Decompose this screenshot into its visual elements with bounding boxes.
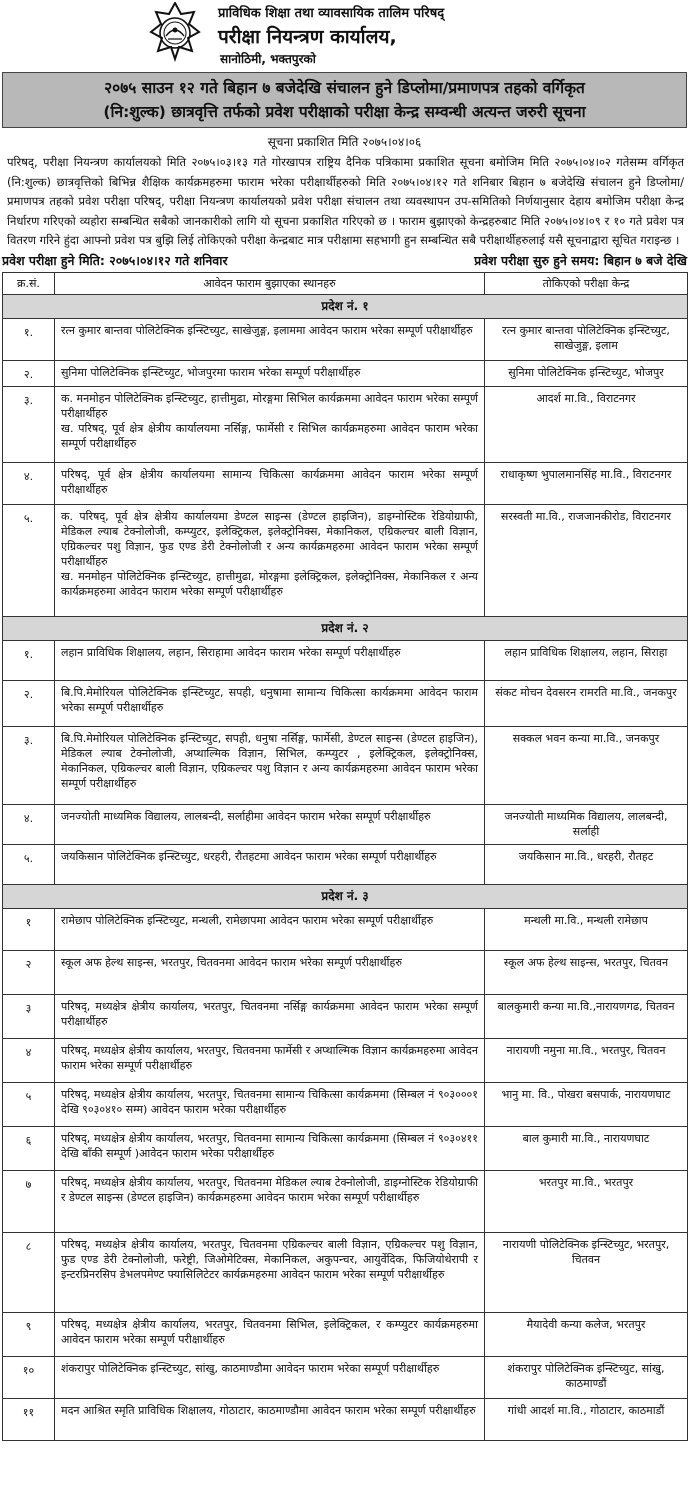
row-submission-place: जयकिसान पोलिटेक्निक इन्स्टिच्युट, धरहरी, रौतहटमा आवेदन फाराम भरेका सम्पूर्ण परीक्षार्थीहरु [55,845,485,885]
table-row [3,1127,688,1171]
row-submission-place: जनज्योती माध्यमिक विद्यालय, लालबन्दी, सर्लाहीमा आवेदन फाराम भरेका सम्पूर्ण परीक्षार्थीहरु [55,805,485,845]
table-row [3,951,688,995]
row-sn: ९ [3,1313,55,1357]
row-submission-place: शंकरापुर पोलिटेक्निक इन्स्टिच्युट, सांखु, काठमाण्डौमा आवेदन फाराम भरेका सम्पूर्ण परीक्षार्थीहरु [55,1357,485,1399]
exam-center-table [2,272,688,1441]
row-exam-center: नारायणी पोलिटेक्निक इन्स्टिच्युट, भरतपुर, चितवन [485,1233,688,1313]
row-submission-place: परिषद्, मध्यक्षेत्र क्षेत्रीय कार्यालय, भरतपुर, चितवनमा सिभिल, इलेक्ट्रिकल, र कम्प्युटर कार्यक्रमहरुमा आवेदन फाराम भरेका सम्पूर्ण परीक्षार्थीहरु [55,1313,485,1357]
row-exam-center: सुनिमा पोलिटेक्निक इन्स्टिच्युट, भोजपुर [485,361,688,387]
table-row [3,681,688,727]
row-sn: ७ [3,1171,55,1233]
row-submission-place: बि.पि.मेमोरियल पोलिटेक्निक इन्स्टिच्युट, सपही, धनुषा नर्सिङ्ग, फार्मेसी, डेण्टल साइन्स (डेण्टल हाइजिन), मेडिकल ल्याब टेक्नोलोजी, अप्थाल्मिक विज्ञान, सिभिल, कम्प्युटर , इलेक्ट्रिकल, इलेक्ट्रोनिक्स, मेकानिकल, एग्रिकल्चर बाली विज्ञान, एग्रिकल्चर पशु विज्ञान र अन्य कार्यक्रमहरुमा आवेदन फाराम भरेका सम्पूर्ण परीक्षार्थीहरु [55,727,485,805]
row-sn: १ [3,909,55,951]
table-row [3,909,688,951]
exam-info-line [2,252,687,270]
row-desc-part-a: क. मनमोहन पोलिटेक्निक इन्स्टिच्युट, हात्तीमुढा, मोरङ्गमा सिभिल कार्यक्रममा आवेदन फाराम भरेका सम्पूर्ण परीक्षार्थीहरु [61,392,478,420]
header [0,0,689,72]
row-exam-center: मैयादेवी कन्या कलेज, भरतपुर [485,1313,688,1357]
row-exam-center: नारायणी नमुना मा.वि., भरतपुर, चितवन [485,1039,688,1083]
table-row [3,319,688,361]
row-submission-place: परिषद्, मध्यक्षेत्र क्षेत्रीय कार्यालय, भरतपुर, चितवनमा सामान्य चिकित्सा कार्यक्रममा (सिम्बल नं ९०३०००१ देखि ९०३०४१० सम्म) आवेदन फाराम भरेका परीक्षार्थीहरु [55,1083,485,1127]
table-row [3,1233,688,1313]
row-desc-part-b: ख. मनमोहन पोलिटेक्निक इन्स्टिच्युट, हात्तीमुढा, मोरङ्गमा इलेक्ट्रिकल, इलेक्ट्रोनिक्स, मेकानिकल र अन्य कार्यक्रमहरुमा आवेदन फाराम भरेका सम्पूर्ण परीक्षार्थीहरु [61,570,478,598]
row-exam-center: स्कूल अफ हेल्थ साइन्स, भरतपुर, चितवन [485,951,688,995]
row-exam-center: बालकुमारी कन्या मा.वि.,नारायणगढ, चितवन [485,995,688,1039]
row-exam-center: आदर्श मा.वि., विराटनगर [485,387,688,463]
row-sn: ३. [3,387,55,463]
row-exam-center: भानु मा. वि., पोखरा बसपार्क, नारायणघाट [485,1083,688,1127]
row-sn: ५. [3,505,55,617]
published-date: सूचना प्रकाशित मिति २०७५।०४।०६ [267,135,422,149]
exam-date: प्रवेश परीक्षा हुने मिति: २०७५।०४।१२ गते शनिवार [2,253,228,268]
row-sn: ४ [3,1039,55,1083]
row-exam-center: जयकिसान मा.वि., धरहरी, रौतहट [485,845,688,885]
row-exam-center: संकट मोचन देवसरन रामरति मा.वि., जनकपुर [485,681,688,727]
nepal-government-emblem-icon [148,2,202,68]
row-sn: ८ [3,1233,55,1313]
table-row [3,387,688,463]
table-row [3,641,688,681]
province-header [3,617,688,641]
table-row [3,505,688,617]
province-header [3,885,688,909]
row-submission-place: परिषद्, मध्यक्षेत्र क्षेत्रीय कार्यालय, भरतपुर, चितवनमा सामान्य चिकित्सा कार्यक्रममा (सिम्बल नं ९०३०४११ देखि बाँकी सम्पूर्ण )आवेदन फाराम भरेका परीक्षार्थीहरु [55,1127,485,1171]
table-row [3,1313,688,1357]
province-3-label: प्रदेश नं. ३ [3,885,688,909]
row-sn: ४. [3,463,55,505]
province-2-label: प्रदेश नं. २ [3,617,688,641]
row-exam-center: गांधी आदर्श मा.वि., गोठाटार, काठमाडौं [485,1399,688,1441]
row-submission-place: रामेछाप पोलिटेक्निक इन्स्टिच्युट, मन्थली, रामेछापमा आवेदन फाराम भरेका सम्पूर्ण परीक्षार्थीहरु [55,909,485,951]
row-submission-place: बि.पि.मेमोरियल पोलिटेक्निक इन्स्टिच्युट, सपही, धनुषामा सामान्य चिकित्सा कार्यक्रममा आवेदन फाराम भरेका सम्पूर्ण परीक्षार्थीहरु [55,681,485,727]
row-sn: ५. [3,845,55,885]
row-exam-center: राधाकृष्ण भुपालमानसिंह मा.वि., विराटनगर [485,463,688,505]
table-header-row [3,273,688,295]
table-row [3,1399,688,1441]
row-submission-place: स्कूल अफ हेल्थ साइन्स, भरतपुर, चितवनमा आवेदन फाराम भरेका सम्पूर्ण परीक्षार्थीहरु [55,951,485,995]
row-submission-place: रत्न कुमार बान्तवा पोलिटेक्निक इन्स्टिच्युट, साखेजुङ्ग, इलाममा आवेदन फाराम भरेका सम्पूर्ण परीक्षार्थीहरु [55,319,485,361]
table-row [3,805,688,845]
notice-title-box [2,72,687,128]
row-exam-center: सक्कल भवन कन्या मा.वि., जनकपुर [485,727,688,805]
notice-title-line1: २०७५ साउन १२ गते बिहान ७ बजेदेखि संचालन हुने डिप्लोमा/प्रमाणपत्र तहको वर्गिकृत [104,79,585,97]
table-row [3,1039,688,1083]
col-header-submission-place: आवेदन फाराम बुझाएका स्थानहरु [55,273,485,295]
row-sn: ६ [3,1127,55,1171]
row-submission-place: परिषद्, मध्यक्षेत्र क्षेत्रीय कार्यालय, भरतपुर, चितवनमा फार्मेसी र अप्थाल्मिक विज्ञान कार्यक्रमहरुमा आवेदन फाराम भरेका सम्पूर्ण परीक्षार्थीहरु [55,1039,485,1083]
exam-time: प्रवेश परीक्षा सुरु हुने समय: बिहान ७ बजे देखि [474,253,687,268]
notice-title-line2: (नि:शुल्क) छात्रवृत्ति तर्फको प्रवेश परीक्षाको परीक्षा केन्द्र सम्वन्धी अत्यन्त जरुरी सूचना [103,103,586,121]
table-row [3,845,688,885]
table-row [3,361,688,387]
row-exam-center: शंकरापुर पोलिटेक्निक इन्स्टिच्युट, सांखु, काठमाण्डौं [485,1357,688,1399]
row-sn: ५ [3,1083,55,1127]
row-desc-part-b: ख. परिषद्, पूर्व क्षेत्र क्षेत्रीय कार्यालयमा नर्सिङ्ग, फार्मेसी र सिभिल कार्यक्रमहरुमा आवेदन फाराम भरेका सम्पूर्ण परीक्षार्थीहरु [61,422,478,450]
table-row [3,1171,688,1233]
row-exam-center: सरस्वती मा.वि., राजजानकीरोड, विराटनगर [485,505,688,617]
row-sn: २. [3,361,55,387]
row-submission-place: परिषद्, मध्यक्षेत्र क्षेत्रीय कार्यालय, भरतपुर, चितवनमा नर्सिङ्ग कार्यक्रममा आवेदन फाराम भरेका सम्पूर्ण परीक्षार्थीहरु [55,995,485,1039]
table-row [3,1357,688,1399]
row-sn: ३. [3,727,55,805]
row-sn: ३ [3,995,55,1039]
row-sn: ४. [3,805,55,845]
row-sn: २. [3,681,55,727]
office-name: परीक्षा नियन्त्रण कार्यालय, [218,26,397,48]
row-sn: १. [3,319,55,361]
intro-paragraph: परिषद्, परीक्षा नियन्त्रण कार्यालयको मिति २०७५।०३।१३ गते गोरखापत्र राष्ट्रिय दैनिक पत्रिकामा प्रकाशित सूचना बमोजिम मिति २०७५।०४।०२ गतेसम्म वर्गिकृत (नि:शुल्क) छात्रवृत्तिको बिभिन्न शैक्षिक कार्यक्रमहरुमा फाराम भरेका परीक्षार्थीहरुको मिति २०७५।०४।१२ गते शनिबार बिहान ७ बजेदेखि संचालन हुने डिप्लोमा/प्रमाणपत्र तहको प्रवेश परीक्षा परिषद्, परीक्षा नियन्त्रण कार्यालयको प्रवेश परीक्षा संचालन तथा व्यवस्थापन उप-समितिको निर्णयानुसार देहाय बमोजिम परीक्षा केन्द्र निर्धारण गरिएको व्यहोरा सम्बन्धित सबैको जानकारीको लागि यो सूचना प्रकाशित गरिएको छ । फाराम बुझाएको केन्द्रहरुबाट मिति २०७५।०४।०९ र १० गते प्रवेश पत्र वितरण गरिने हुंदा आफ्नो प्रवेश पत्र बुझि लिई तोकिएको परीक्षा केन्द्रबाट मात्र परीक्षामा सहभागी हुन सम्बन्धित सबै परीक्षार्थीहरुलाई यसै सूचनाद्वारा सूचित गराइन्छ । [7,155,684,247]
row-submission-place: सुनिमा पोलिटेक्निक इन्स्टिच्युट, भोजपुरमा फाराम भरेका सम्पूर्ण परीक्षार्थीहरु [55,361,485,387]
row-submission-place: परिषद्, पूर्व क्षेत्र क्षेत्रीय कार्यालयमा सामान्य चिकित्सा कार्यक्रममा आवेदन फाराम भरेका सम्पूर्ण परीक्षार्थीहरु [55,463,485,505]
row-submission-place: मदन आश्रित स्मृति प्राविधिक शिक्षालय, गोठाटार, काठमाण्डौमा आवेदन फाराम भरेका सम्पूर्ण परीक्षार्थीहरु [55,1399,485,1441]
row-exam-center: बाल कुमारी मा.वि., नारायणघाट [485,1127,688,1171]
table-row [3,727,688,805]
row-submission-place [55,387,485,463]
row-exam-center: रत्न कुमार बान्तवा पोलिटेक्निक इन्स्टिच्युट, साखेजुङ्ग, इलाम [485,319,688,361]
row-sn: १० [3,1357,55,1399]
table-row [3,463,688,505]
row-submission-place: परिषद्, मध्यक्षेत्र क्षेत्रीय कार्यालय, भरतपुर, चितवनमा एग्रिकल्चर बाली विज्ञान, एग्रिकल्चर पशु विज्ञान, फुड एण्ड डेरी टेक्नोलोजी, फरेष्ट्री, जिओमेटिक्स, मेकानिकल, अकुपन्चर, आयुर्वेदिक, फिजियोथेरापी र इन्टरप्रिनरसिप डेभलपमेण्ट फ्यासिलिटेटर कार्यक्रमहरुमा आवेदन फाराम भरेका सम्पूर्ण परीक्षार्थीहरु [55,1233,485,1313]
row-desc-part-a: क. परिषद्, पूर्व क्षेत्र क्षेत्रीय कार्यालयमा डेण्टल साइन्स (डेण्टल हाइजिन), डाइग्नोस्टिक रेडियोग्राफी, मेडिकल ल्याब टेक्नोलोजी, कम्प्युटर, इलेक्ट्रिकल, इलेक्ट्रोनिक्स, मेकानिकल, एग्रिकल्चर बाली विज्ञान, एग्रिकल्चर पशु विज्ञान, फुड एण्ड डेरी टेक्नोलोजी र अन्य कार्यक्रमहरुमा आवेदन फाराम भरेका सम्पूर्ण परीक्षार्थीहरु [61,510,478,568]
row-submission-place: परिषद्, मध्यक्षेत्र क्षेत्रीय कार्यालय, भरतपुर, चितवनमा मेडिकल ल्याब टेक्नोलोजी, डाइग्नोस्टिक रेडियोग्राफी र डेण्टल साइन्स (डेण्टल हाइजिन) कार्यक्रमहरुमा आवेदन फाराम भरेका सम्पूर्ण परीक्षार्थीहरु [55,1171,485,1233]
col-header-sn: क्र.सं. [3,273,55,295]
council-name: प्राविधिक शिक्षा तथा व्यावसायिक तालिम परिषद् [218,6,445,21]
row-exam-center: भरतपुर मा.वि., भरतपुर [485,1171,688,1233]
table-row [3,995,688,1039]
col-header-exam-center: तोकिएको परीक्षा केन्द्र [485,273,688,295]
row-sn: ११ [3,1399,55,1441]
office-location: सानोठिमी, भक्तपुरको [220,52,316,66]
row-sn: २ [3,951,55,995]
row-submission-place: लहान प्राविधिक शिक्षालय, लहान, सिराहामा आवेदन फाराम भरेका सम्पूर्ण परीक्षार्थीहरु [55,641,485,681]
row-exam-center: मन्थली मा.वि., मन्थली रामेछाप [485,909,688,951]
row-exam-center: जनज्योती माध्यमिक विद्यालय, लालबन्दी, सर्लाही [485,805,688,845]
province-1-label: प्रदेश नं. १ [3,295,688,319]
province-header [3,295,688,319]
row-exam-center: लहान प्राविधिक शिक्षालय, लहान, सिराहा [485,641,688,681]
row-sn: १. [3,641,55,681]
row-submission-place [55,505,485,617]
table-row [3,1083,688,1127]
